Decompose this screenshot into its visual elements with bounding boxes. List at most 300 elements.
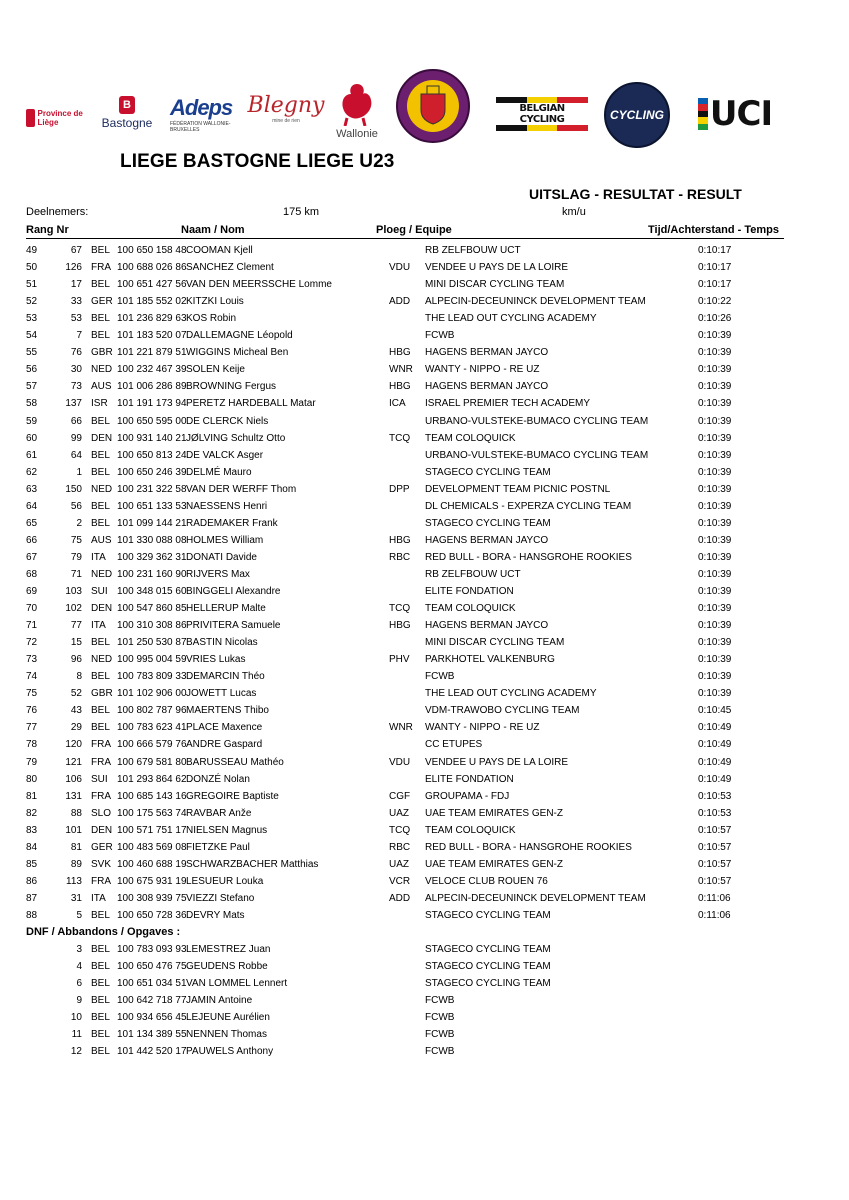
header-name: Naam / Nom — [181, 224, 245, 236]
team-name: UAE TEAM EMIRATES GEN-Z — [425, 858, 563, 870]
uci-id: 100 175 563 74 — [117, 807, 187, 819]
table-row — [0, 736, 849, 753]
team-name: URBANO-VULSTEKE-BUMACO CYCLING TEAM — [425, 449, 649, 461]
table-row — [0, 856, 849, 873]
bib: 106 — [65, 773, 82, 785]
bib: 120 — [65, 739, 82, 751]
team-name: STAGECO CYCLING TEAM — [425, 944, 551, 956]
nation: ITA — [91, 892, 106, 904]
team-name: UAE TEAM EMIRATES GEN-Z — [425, 807, 563, 819]
rank: 58 — [26, 398, 38, 410]
team-code: WNR — [389, 364, 413, 376]
time: 0:10:49 — [698, 739, 732, 751]
bib: 29 — [70, 722, 82, 734]
rank: 74 — [26, 671, 38, 683]
rider-name: DALLEMAGNE Léopold — [186, 330, 293, 342]
nation: NED — [91, 483, 113, 495]
speed-unit: km/u — [562, 206, 586, 218]
bib: 64 — [70, 449, 82, 461]
time: 0:10:39 — [698, 637, 732, 649]
team-name: RED BULL - BORA - HANSGROHE ROOKIES — [425, 551, 632, 563]
team-name: RB ZELFBOUW UCT — [425, 568, 521, 580]
uci-id: 100 650 246 39 — [117, 466, 187, 478]
rank: 53 — [26, 313, 38, 325]
time: 0:10:49 — [698, 756, 732, 768]
uci-id: 101 183 520 07 — [117, 330, 187, 342]
table-row — [0, 719, 849, 736]
team-code: HBG — [389, 534, 411, 546]
nation: ITA — [91, 620, 106, 632]
uci-id: 100 651 133 53 — [117, 500, 187, 512]
participants-label: Deelnemers: — [26, 206, 89, 218]
team-name: VDM-TRAWOBO CYCLING TEAM — [425, 705, 580, 717]
time: 0:10:39 — [698, 449, 732, 461]
time: 0:11:06 — [698, 909, 731, 921]
uci-id: 101 236 829 63 — [117, 313, 187, 325]
rider-name: FIETZKE Paul — [186, 841, 250, 853]
rider-name: GREGOIRE Baptiste — [186, 790, 279, 802]
team-name: ELITE FONDATION — [425, 773, 514, 785]
rider-name: WIGGINS Micheal Ben — [186, 347, 289, 359]
bib: 11 — [71, 1029, 82, 1041]
uci-rainbow-stripes-icon — [698, 98, 708, 130]
nation: BEL — [91, 1046, 110, 1058]
uci-id: 100 995 004 59 — [117, 654, 187, 666]
rank: 78 — [26, 739, 38, 751]
time: 0:10:17 — [698, 279, 732, 291]
wbc-logo-text: CYCLING — [610, 108, 664, 122]
time: 0:10:39 — [698, 671, 732, 683]
nation: DEN — [91, 432, 113, 444]
uci-id: 100 651 034 51 — [117, 978, 187, 990]
rank: 64 — [26, 500, 38, 512]
team-code: VCR — [389, 875, 411, 887]
time: 0:10:26 — [698, 313, 732, 325]
liege-logo-text: Province de Liège — [37, 109, 83, 127]
uci-id: 100 783 623 41 — [117, 722, 187, 734]
province-liege-logo — [26, 106, 86, 130]
rank: 87 — [26, 892, 38, 904]
nation: BEL — [91, 961, 110, 973]
rider-name: RIJVERS Max — [186, 568, 250, 580]
rank: 85 — [26, 858, 38, 870]
team-name: URBANO-VULSTEKE-BUMACO CYCLING TEAM — [425, 415, 649, 427]
team-name: MINI DISCAR CYCLING TEAM — [425, 279, 565, 291]
rider-name: PLACE Maxence — [186, 722, 263, 734]
rank: 88 — [26, 909, 38, 921]
bib: 31 — [70, 892, 82, 904]
uci-id: 100 666 579 76 — [117, 739, 187, 751]
team-code: ADD — [389, 296, 411, 308]
table-row — [0, 361, 849, 378]
bib: 75 — [70, 534, 82, 546]
rank: 67 — [26, 551, 38, 563]
table-row — [0, 532, 849, 549]
time: 0:10:39 — [698, 603, 732, 615]
rank: 73 — [26, 654, 38, 666]
uci-id: 100 310 308 86 — [117, 620, 187, 632]
rider-name: BROWNING Fergus — [186, 381, 277, 393]
team-name: STAGECO CYCLING TEAM — [425, 466, 551, 478]
rider-name: DONATI Davide — [186, 551, 257, 563]
bib: 15 — [70, 637, 82, 649]
uci-id: 101 185 552 02 — [117, 296, 187, 308]
rank: 76 — [26, 705, 38, 717]
adeps-logo — [170, 90, 246, 138]
race-distance: 175 km — [283, 206, 320, 218]
uci-id: 100 460 688 19 — [117, 858, 187, 870]
header-rank: Rang Nr — [26, 224, 69, 236]
time: 0:10:39 — [698, 381, 732, 393]
uci-id: 100 231 160 90 — [117, 568, 187, 580]
team-name: FCWB — [425, 1012, 455, 1024]
time: 0:10:49 — [698, 722, 732, 734]
table-row — [0, 702, 849, 719]
nation: FRA — [91, 739, 111, 751]
team-name: FCWB — [425, 1046, 455, 1058]
uci-id: 101 099 144 21 — [117, 517, 187, 529]
nation: NED — [91, 364, 113, 376]
rank: 75 — [26, 688, 38, 700]
adeps-logo-text: Adeps — [170, 95, 233, 120]
uci-id: 100 688 026 86 — [117, 262, 187, 274]
team-name: DL CHEMICALS - EXPERZA CYCLING TEAM — [425, 500, 632, 512]
team-name: ISRAEL PREMIER TECH ACADEMY — [425, 398, 591, 410]
liege-emblem-icon — [26, 109, 35, 127]
uci-id: 101 293 864 62 — [117, 773, 187, 785]
rank: 83 — [26, 824, 38, 836]
rider-name: HOLMES William — [186, 534, 264, 546]
nation: BEL — [91, 500, 110, 512]
team-name: TEAM COLOQUICK — [425, 824, 516, 836]
bastogne-emblem-icon: B — [119, 96, 135, 114]
bib: 66 — [70, 415, 82, 427]
team-name: TEAM COLOQUICK — [425, 432, 516, 444]
rider-name: DEMARCIN Théo — [186, 671, 265, 683]
uci-id: 100 308 939 75 — [117, 892, 187, 904]
time: 0:10:39 — [698, 517, 732, 529]
rider-name: VIEZZI Stefano — [186, 892, 255, 904]
rank: 77 — [26, 722, 38, 734]
rider-name: JØLVING Schultz Otto — [186, 432, 286, 444]
team-name: FCWB — [425, 1029, 455, 1041]
uci-id: 100 231 322 58 — [117, 483, 187, 495]
team-name: VENDEE U PAYS DE LA LOIRE — [425, 756, 569, 768]
time: 0:10:39 — [698, 483, 732, 495]
nation: DEN — [91, 824, 113, 836]
nation: BEL — [91, 705, 110, 717]
nation: FRA — [91, 790, 111, 802]
bib: 79 — [70, 551, 82, 563]
table-row — [0, 310, 849, 327]
wallonie-logo-text: Wallonie — [336, 128, 378, 140]
rider-name: LESUEUR Louka — [186, 875, 264, 887]
rooster-icon — [337, 80, 377, 126]
rank: 84 — [26, 841, 38, 853]
table-row — [0, 378, 849, 395]
wallonie-logo — [328, 78, 386, 142]
bib: 5 — [76, 909, 82, 921]
result-heading: UITSLAG - RESULTAT - RESULT — [529, 186, 742, 202]
header-divider — [26, 238, 784, 239]
time: 0:10:39 — [698, 568, 732, 580]
time: 0:10:39 — [698, 398, 732, 410]
time: 0:10:17 — [698, 262, 732, 274]
rank: 68 — [26, 568, 38, 580]
team-name: RED BULL - BORA - HANSGROHE ROOKIES — [425, 841, 632, 853]
rider-name: MAERTENS Thibo — [186, 705, 269, 717]
rank: 86 — [26, 875, 38, 887]
rider-name: COOMAN Kjell — [186, 245, 253, 256]
nation: GER — [91, 296, 113, 308]
uci-id: 100 547 860 85 — [117, 603, 187, 615]
team-name: HAGENS BERMAN JAYCO — [425, 347, 549, 359]
nation: ISR — [91, 398, 108, 410]
team-name: VELOCE CLUB ROUEN 76 — [425, 875, 548, 887]
bib: 71 — [70, 568, 82, 580]
uci-id: 100 650 595 00 — [117, 415, 187, 427]
nation: SLO — [91, 807, 112, 819]
blegny-logo — [247, 90, 325, 126]
uci-logo — [684, 96, 786, 132]
header-team: Ploeg / Equipe — [376, 224, 452, 236]
rank: 81 — [26, 790, 38, 802]
rank: 65 — [26, 517, 38, 529]
bib: 102 — [65, 603, 82, 615]
bib: 121 — [65, 756, 82, 768]
nation: BEL — [91, 313, 110, 325]
team-code: RBC — [389, 841, 411, 853]
rider-name: VAN DER WERFF Thom — [186, 483, 297, 495]
uci-id: 100 931 140 21 — [117, 432, 187, 444]
rank: 55 — [26, 347, 38, 359]
uci-id: 101 250 530 87 — [117, 637, 187, 649]
bib: 43 — [70, 705, 82, 717]
rider-name: RADEMAKER Frank — [186, 517, 278, 529]
bastogne-logo — [96, 92, 158, 134]
table-row — [0, 276, 849, 293]
dnf-row — [0, 1009, 849, 1026]
nation: BEL — [91, 245, 110, 256]
club-crest-icon — [394, 64, 472, 148]
table-row — [0, 447, 849, 464]
nation: BEL — [91, 1029, 110, 1041]
belgian-cycling-logo — [496, 94, 588, 134]
time: 0:10:57 — [698, 875, 732, 887]
nation: BEL — [91, 415, 110, 427]
rider-name: KITZKI Louis — [186, 296, 244, 308]
table-row — [0, 344, 849, 361]
time: 0:10:57 — [698, 824, 732, 836]
team-name: THE LEAD OUT CYCLING ACADEMY — [425, 688, 597, 700]
team-name: ALPECIN-DECEUNINCK DEVELOPMENT TEAM — [425, 296, 646, 308]
time: 0:10:45 — [698, 705, 732, 717]
time: 0:10:53 — [698, 807, 732, 819]
rider-name: BARUSSEAU Mathéo — [186, 756, 284, 768]
bib: 99 — [70, 432, 82, 444]
table-row — [0, 771, 849, 788]
uci-id: 100 232 467 39 — [117, 364, 187, 376]
rider-name: KOS Robin — [186, 313, 237, 325]
rider-name: DE CLERCK Niels — [186, 415, 269, 427]
rider-name: DONZÉ Nolan — [186, 773, 250, 785]
team-code: VDU — [389, 262, 411, 274]
bib: 81 — [70, 841, 82, 853]
nation: BEL — [91, 722, 110, 734]
bib: 126 — [65, 262, 82, 274]
uci-id: 100 675 931 19 — [117, 875, 187, 887]
dnf-row — [0, 975, 849, 992]
table-row — [0, 293, 849, 310]
bib: 88 — [70, 807, 82, 819]
uci-id: 101 006 286 89 — [117, 381, 187, 393]
rank: 50 — [26, 262, 38, 274]
table-row — [0, 651, 849, 668]
bib: 89 — [70, 858, 82, 870]
rank: 72 — [26, 637, 38, 649]
team-code: HBG — [389, 347, 411, 359]
rider-name: LEJEUNE Aurélien — [186, 1012, 270, 1024]
bastogne-logo-text: Bastogne — [101, 116, 153, 130]
team-code: UAZ — [389, 807, 409, 819]
time: 0:10:39 — [698, 432, 732, 444]
table-row — [0, 634, 849, 651]
blegny-logo-text: Blegny — [247, 92, 325, 118]
table-row — [0, 464, 849, 481]
bib: 8 — [76, 671, 82, 683]
rank: 57 — [26, 381, 38, 393]
rider-name: SANCHEZ Clement — [186, 262, 274, 274]
rider-name: VRIES Lukas — [186, 654, 246, 666]
team-name: HAGENS BERMAN JAYCO — [425, 534, 549, 546]
nation: GBR — [91, 688, 113, 700]
bib: 33 — [70, 296, 82, 308]
bib: 12 — [70, 1046, 82, 1058]
nation: FRA — [91, 756, 111, 768]
time: 0:10:49 — [698, 773, 732, 785]
bib: 56 — [70, 500, 82, 512]
bib: 7 — [76, 330, 82, 342]
bib: 150 — [65, 483, 82, 495]
table-row — [0, 907, 849, 924]
table-row — [0, 498, 849, 515]
adeps-logo-subtext: FÉDÉRATION WALLONIE-BRUXELLES — [170, 121, 231, 133]
bib: 96 — [70, 654, 82, 666]
uci-id: 100 650 728 36 — [117, 909, 187, 921]
bib: 137 — [65, 398, 82, 410]
uci-id: 100 650 158 48 — [117, 245, 187, 256]
rc-pesant-logo — [394, 64, 472, 148]
blegny-logo-subtext: mine de rien — [272, 117, 300, 124]
nation: BEL — [91, 995, 110, 1007]
uci-id: 100 650 476 75 — [117, 961, 187, 973]
table-row — [0, 873, 849, 890]
table-row — [0, 805, 849, 822]
uci-id: 100 934 656 45 — [117, 1012, 187, 1024]
rank: 54 — [26, 330, 38, 342]
time: 0:11:06 — [698, 892, 731, 904]
nation: GER — [91, 841, 113, 853]
team-name: STAGECO CYCLING TEAM — [425, 517, 551, 529]
rank: 69 — [26, 586, 38, 597]
nation: BEL — [91, 1012, 110, 1024]
race-title: LIEGE BASTOGNE LIEGE U23 — [120, 151, 395, 172]
bib: 77 — [70, 620, 82, 632]
table-row — [0, 822, 849, 839]
uci-id: 100 651 427 56 — [117, 279, 187, 291]
nation: FRA — [91, 875, 111, 887]
team-name: HAGENS BERMAN JAYCO — [425, 620, 549, 632]
bib: 113 — [66, 875, 82, 887]
time: 0:10:39 — [698, 415, 732, 427]
uci-id: 100 679 581 80 — [117, 756, 187, 768]
bib: 3 — [76, 944, 82, 956]
bib: 53 — [70, 313, 82, 325]
team-name: ALPECIN-DECEUNINCK DEVELOPMENT TEAM — [425, 892, 646, 904]
table-row — [0, 600, 849, 617]
rank: 61 — [26, 449, 38, 461]
team-name: GROUPAMA - FDJ — [425, 790, 510, 802]
nation: AUS — [91, 534, 112, 546]
time: 0:10:39 — [698, 551, 732, 563]
time: 0:10:39 — [698, 364, 732, 376]
rider-name: HELLERUP Malte — [186, 603, 266, 615]
bib: 101 — [65, 824, 82, 836]
time: 0:10:39 — [698, 347, 732, 359]
nation: BEL — [91, 449, 110, 461]
bib: 76 — [70, 347, 82, 359]
rider-name: LEMESTREZ Juan — [186, 944, 271, 956]
team-name: DEVELOPMENT TEAM PICNIC POSTNL — [425, 483, 611, 495]
uci-id: 100 329 362 31 — [117, 551, 187, 563]
time: 0:10:39 — [698, 534, 732, 546]
rank: 79 — [26, 756, 38, 768]
uci-id: 100 783 093 93 — [117, 944, 187, 956]
time: 0:10:39 — [698, 500, 732, 512]
team-name: ELITE FONDATION — [425, 586, 514, 597]
table-row — [0, 788, 849, 805]
uci-id: 100 685 143 16 — [117, 790, 187, 802]
bib: 52 — [70, 688, 82, 700]
team-code: HBG — [389, 620, 411, 632]
bib: 17 — [70, 279, 82, 291]
bib: 73 — [70, 381, 82, 393]
nation: SUI — [91, 773, 108, 785]
team-code: ICA — [389, 398, 406, 410]
dnf-row — [0, 941, 849, 958]
belgian-flag-stripe-bottom — [496, 125, 588, 131]
bib: 4 — [76, 961, 82, 973]
team-code: DPP — [389, 483, 410, 495]
bib: 103 — [65, 586, 82, 597]
table-row — [0, 617, 849, 634]
rank: 52 — [26, 296, 38, 308]
uci-id: 100 650 813 24 — [117, 449, 187, 461]
table-row — [0, 395, 849, 412]
uci-id: 100 483 569 08 — [117, 841, 187, 853]
table-row — [0, 481, 849, 498]
table-row — [0, 242, 849, 259]
team-name: VENDEE U PAYS DE LA LOIRE — [425, 262, 569, 274]
time: 0:10:39 — [698, 330, 732, 342]
team-name: THE LEAD OUT CYCLING ACADEMY — [425, 313, 597, 325]
team-name: FCWB — [425, 995, 455, 1007]
uci-logo-text: UCI — [709, 94, 773, 134]
rank: 59 — [26, 415, 38, 427]
rank: 80 — [26, 773, 38, 785]
rank: 62 — [26, 466, 38, 478]
bib: 6 — [76, 978, 82, 990]
